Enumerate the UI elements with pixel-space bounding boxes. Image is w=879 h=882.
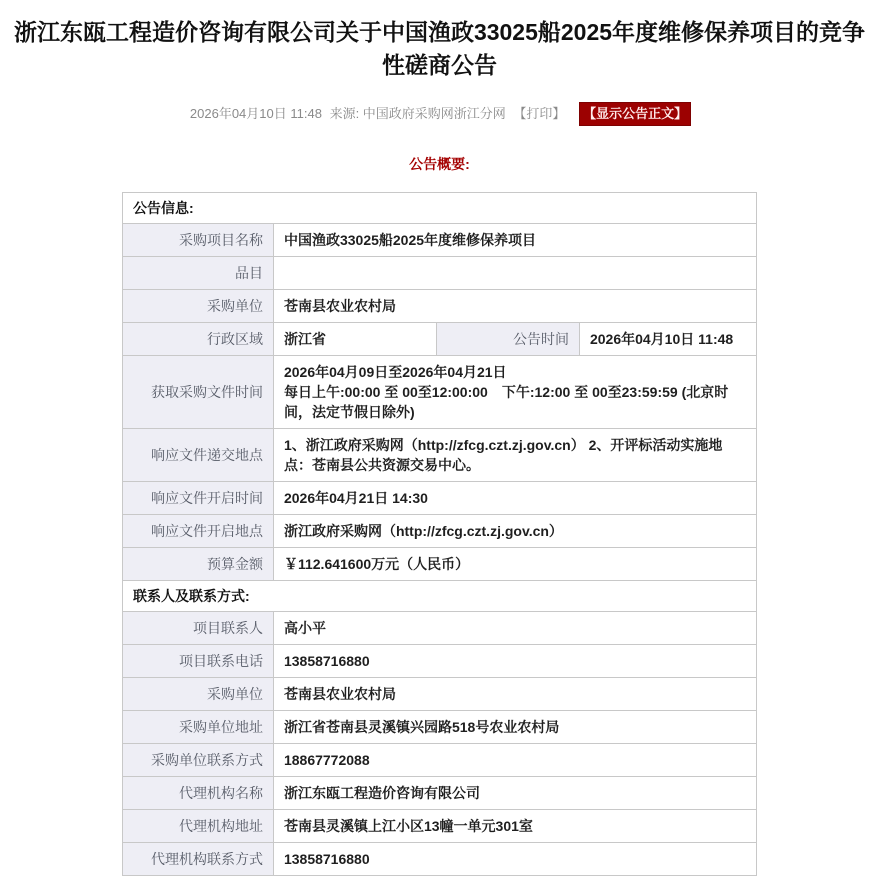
row-value: 18867772088 <box>273 744 756 777</box>
row-value: 13858716880 <box>273 645 756 678</box>
table-row-doc-time <box>122 356 756 429</box>
section-header-info <box>122 193 756 224</box>
row-label: 公告时间 <box>436 323 579 356</box>
row-label: 行政区域 <box>122 323 273 356</box>
row-label: 响应文件递交地点 <box>122 429 273 482</box>
table-row <box>122 515 756 548</box>
table-row <box>122 645 756 678</box>
row-label: 获取采购文件时间 <box>122 356 273 429</box>
show-notice-button[interactable]: 【显示公告正文】 <box>579 102 691 126</box>
row-label: 品目 <box>122 257 273 290</box>
row-value: 浙江省 <box>273 323 436 356</box>
row-label: 代理机构名称 <box>122 777 273 810</box>
row-value: 苍南县农业农村局 <box>273 290 756 323</box>
table-row <box>122 482 756 515</box>
table-row <box>122 612 756 645</box>
summary-heading: 公告概要: <box>409 156 470 172</box>
row-value: 苍南县灵溪镇上江小区13幢一单元301室 <box>273 810 756 843</box>
table-row <box>122 843 756 876</box>
announcement-table <box>122 192 757 876</box>
row-value <box>273 257 756 290</box>
section-header-label: 联系人及联系方式: <box>122 581 756 612</box>
row-value: ￥112.641600万元（人民币） <box>273 548 756 581</box>
section-header-label: 公告信息: <box>122 193 756 224</box>
row-label: 项目联系人 <box>122 612 273 645</box>
table-row <box>122 429 756 482</box>
row-value: 苍南县农业农村局 <box>273 678 756 711</box>
section-header-contact <box>122 581 756 612</box>
table-row <box>122 257 756 290</box>
table-row <box>122 810 756 843</box>
table-row <box>122 678 756 711</box>
table-row <box>122 777 756 810</box>
print-button[interactable]: 【打印】 <box>513 106 566 121</box>
row-label: 项目联系电话 <box>122 645 273 678</box>
row-label: 预算金额 <box>122 548 273 581</box>
page-title: 浙江东瓯工程造价咨询有限公司关于中国渔政33025船2025年度维修保养项目的竞争性磋商公告 <box>13 19 866 78</box>
table-row <box>122 744 756 777</box>
row-value: 1、浙江政府采购网（http://zfcg.czt.zj.gov.cn） 2、开评标活动实施地点：苍南县公共资源交易中心。 <box>273 429 756 482</box>
table-row <box>122 224 756 257</box>
doc-time-line1: 2026年04月09日至2026年04月21日 <box>283 364 507 380</box>
row-value: 高小平 <box>273 612 756 645</box>
row-label: 采购单位地址 <box>122 711 273 744</box>
table-row <box>122 711 756 744</box>
row-label: 采购项目名称 <box>122 224 273 257</box>
publish-datetime: 2026年04月10日 11:48 <box>189 106 322 121</box>
row-value: 13858716880 <box>273 843 756 876</box>
row-label: 代理机构地址 <box>122 810 273 843</box>
table-row <box>122 548 756 581</box>
row-value: 浙江省苍南县灵溪镇兴园路518号农业农村局 <box>273 711 756 744</box>
row-label: 采购单位联系方式 <box>122 744 273 777</box>
row-value: 中国渔政33025船2025年度维修保养项目 <box>273 224 756 257</box>
row-label: 响应文件开启时间 <box>122 482 273 515</box>
row-value: 2026年04月10日 11:48 <box>579 323 756 356</box>
row-value: 浙江东瓯工程造价咨询有限公司 <box>273 777 756 810</box>
table-row-region <box>122 323 756 356</box>
row-label: 采购单位 <box>122 290 273 323</box>
row-label: 采购单位 <box>122 678 273 711</box>
source-label: 来源: 中国政府采购网浙江分网 <box>329 106 506 121</box>
row-value: 浙江政府采购网（http://zfcg.czt.zj.gov.cn） <box>273 515 756 548</box>
row-value: 2026年04月21日 14:30 <box>273 482 756 515</box>
row-value <box>273 356 756 429</box>
row-label: 响应文件开启地点 <box>122 515 273 548</box>
row-label: 代理机构联系方式 <box>122 843 273 876</box>
meta-line <box>0 102 879 126</box>
doc-time-line2: 每日上午:00:00 至 00至12:00:00 下午:12:00 至 00至23:59:59 (北京时间，法定节假日除外) <box>283 384 729 420</box>
table-row <box>122 290 756 323</box>
